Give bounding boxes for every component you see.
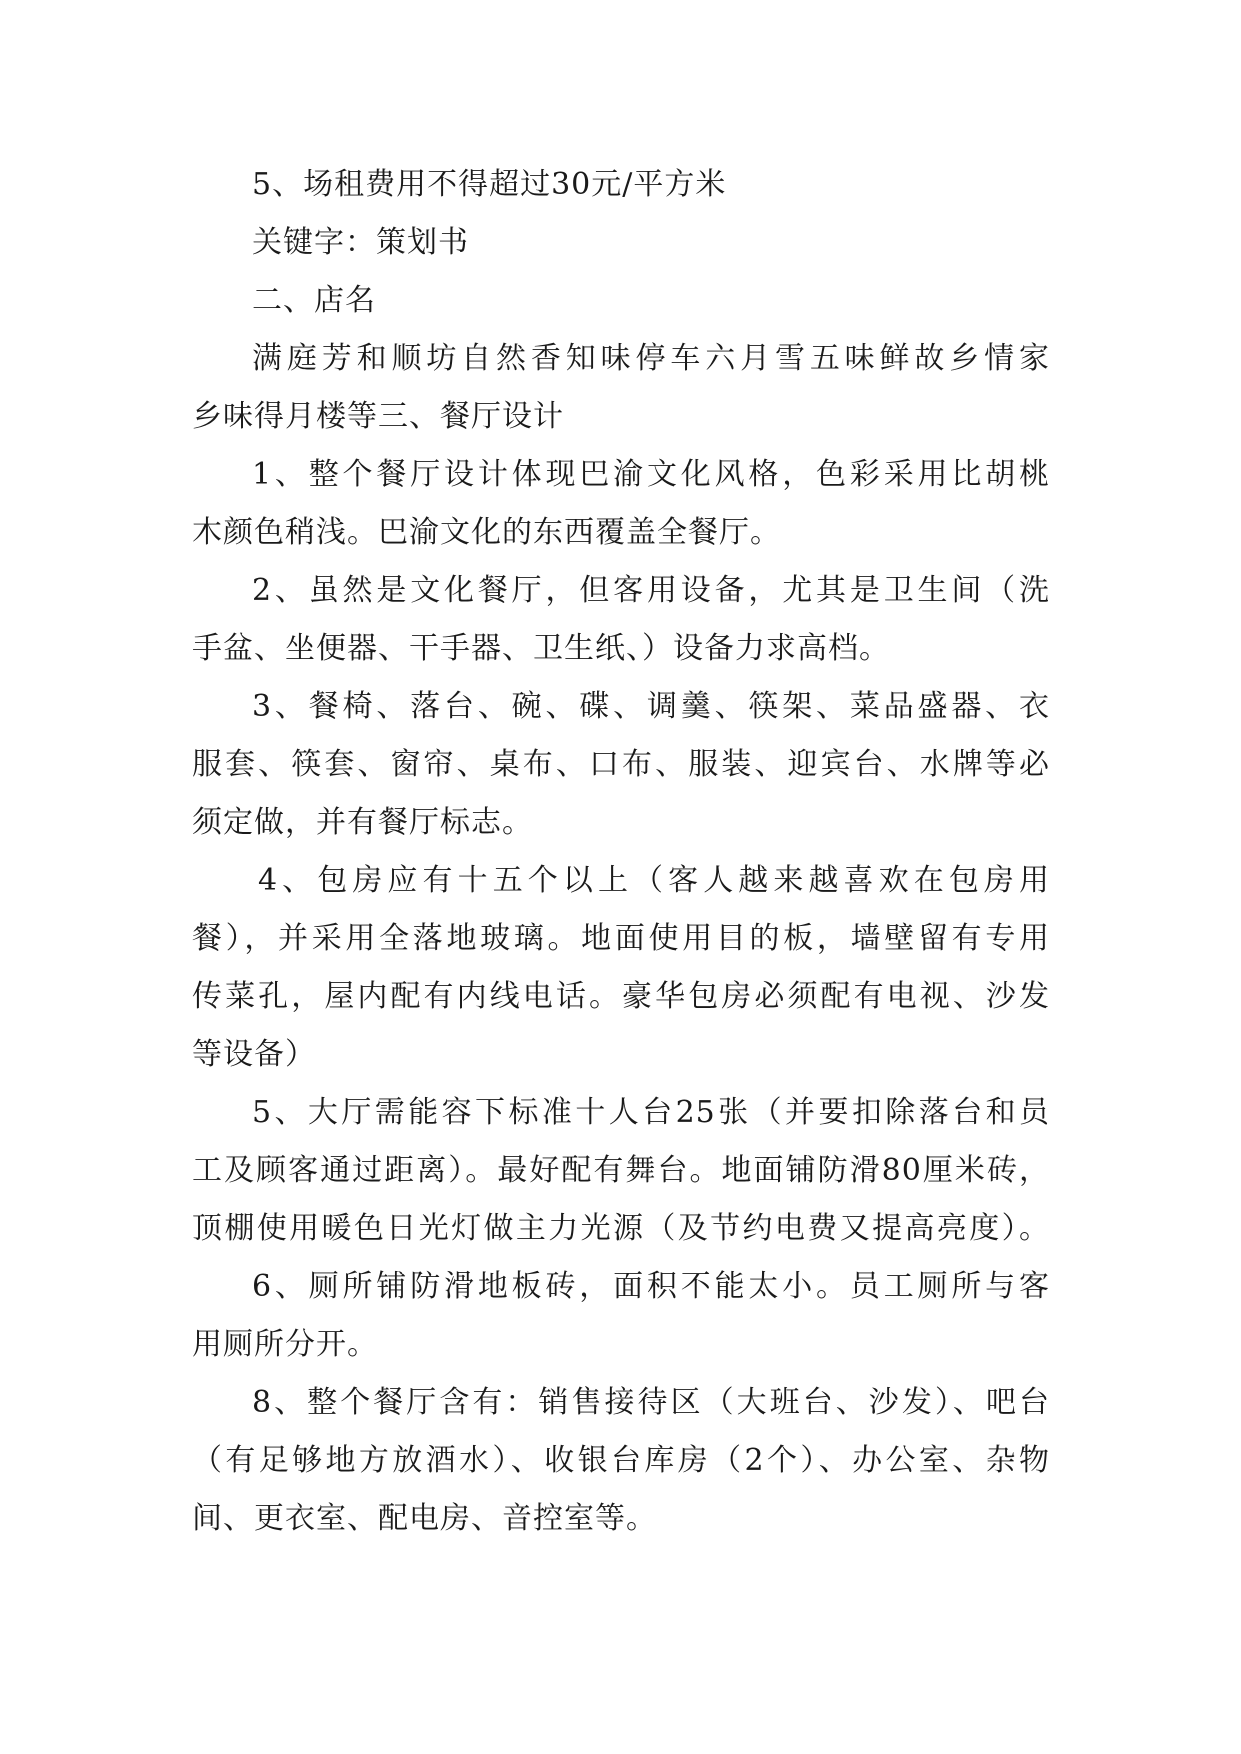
paragraph-line: 间、更衣室、配电房、音控室等。 [192,1501,657,1536]
paragraph-line: 6、厕所铺防滑地板砖，面积不能太小。员工厕所与客 [252,1269,1050,1304]
paragraph-line: 关键字：策划书 [252,225,469,260]
paragraph-line: 1、整个餐厅设计体现巴渝文化风格，色彩采用比胡桃 [252,457,1050,492]
paragraph-line: 工及顾客通过距离）。最好配有舞台。地面铺防滑80厘米砖， [192,1153,1050,1188]
paragraph-line: 须定做，并有餐厅标志。 [192,805,533,840]
paragraph-line: 4、包房应有十五个以上（客人越来越喜欢在包房用 [258,863,1050,898]
paragraph-line: 5、场租费用不得超过30元/平方米 [252,167,727,202]
document-body [192,156,1050,1548]
paragraph-line: 用厕所分开。 [192,1327,378,1362]
paragraph-line: 餐），并采用全落地玻璃。地面使用目的板，墙壁留有专用 [192,921,1050,956]
paragraph-line: 3、餐椅、落台、碗、碟、调羹、筷架、菜品盛器、衣 [252,689,1050,724]
paragraph-line: 8、整个餐厅含有：销售接待区（大班台、沙发）、吧台 [252,1385,1050,1420]
paragraph-line: 木颜色稍浅。巴渝文化的东西覆盖全餐厅。 [192,515,781,550]
paragraph-line: 乡味得月楼等三、餐厅设计 [192,399,564,434]
paragraph-line: 5、大厅需能容下标准十人台25张（并要扣除落台和员 [252,1095,1050,1130]
paragraph-line: 2、虽然是文化餐厅，但客用设备，尤其是卫生间（洗 [252,573,1050,608]
paragraph-line: 满庭芳和顺坊自然香知味停车六月雪五味鲜故乡情家 [252,341,1050,376]
paragraph-line: 手盆、坐便器、干手器、卫生纸、）设备力求高档。 [192,631,890,666]
paragraph-line: 服套、筷套、窗帘、桌布、口布、服装、迎宾台、水牌等必 [192,747,1050,782]
paragraph-line: 顶棚使用暖色日光灯做主力光源（及节约电费又提高亮度）。 [192,1211,1050,1246]
section-heading: 二、店名 [252,283,376,318]
paragraph-line: 等设备） [192,1037,316,1072]
paragraph-line: 传菜孔，屋内配有内线电话。豪华包房必须配有电视、沙发 [192,979,1050,1014]
paragraph-line: （有足够地方放酒水）、收银台库房（2个）、办公室、杂物 [192,1443,1050,1478]
